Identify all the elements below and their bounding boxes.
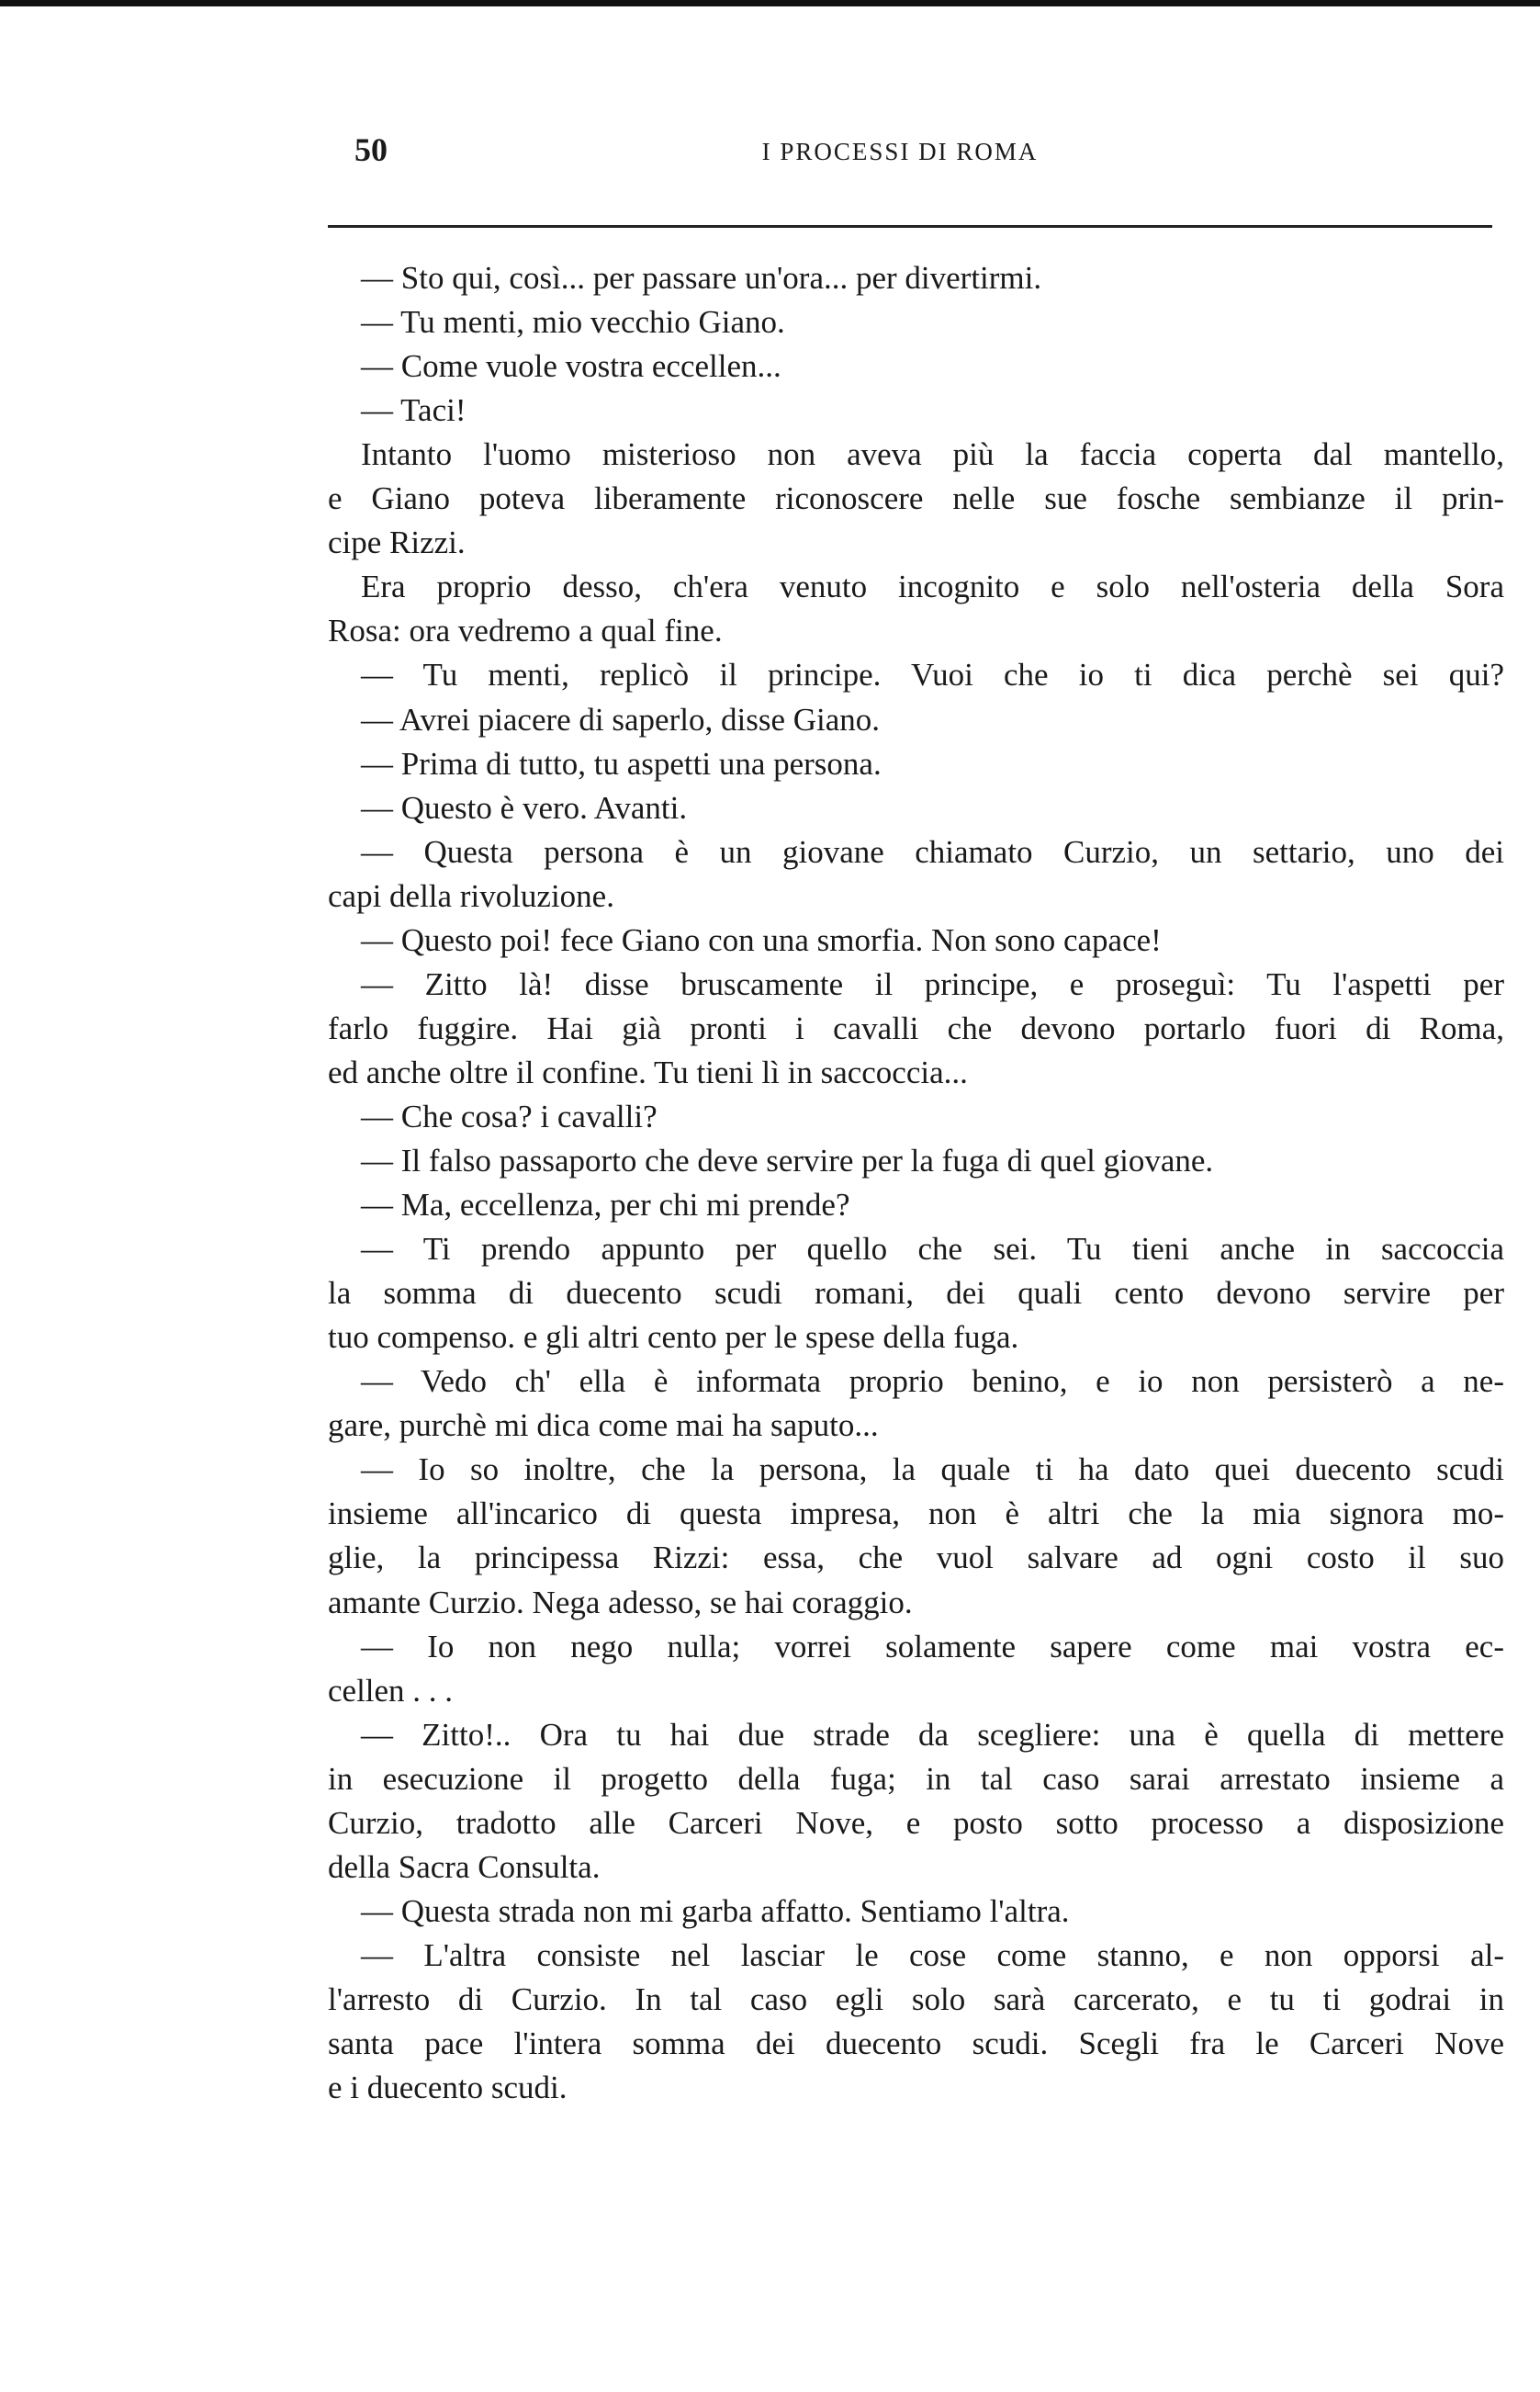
- text-line: — Questa persona è un giovane chiamato Curzio, un settario, uno dei: [361, 833, 1504, 870]
- text-line: amante Curzio. Nega adesso, se hai coraggio.: [328, 1584, 913, 1620]
- text-line: — Zitto!.. Ora tu hai due strade da scegliere: una è quella di mettere: [361, 1716, 1504, 1753]
- text-line: la somma di duecento scudi romani, dei quali cento devono servire per: [328, 1275, 1504, 1312]
- text-line: — Questa strada non mi garba affatto. Sentiamo l'altra.: [361, 1892, 1070, 1929]
- text-line: e i duecento scudi.: [328, 2070, 568, 2106]
- text-line: — Che cosa? i cavalli?: [361, 1098, 658, 1134]
- text-line: Intanto l'uomo misterioso non aveva più la faccia coperta dal mantello,: [361, 436, 1504, 473]
- text-line: e Giano poteva liberamente riconoscere nelle sue fosche sembianze il prin-: [328, 480, 1504, 517]
- text-line: l'arresto di Curzio. In tal caso egli solo sarà carcerato, e tu ti godrai in: [328, 1980, 1504, 2017]
- text-line: gare, purchè mi dica come mai ha saputo...: [328, 1407, 879, 1444]
- text-line: farlo fuggire. Hai già pronti i cavalli che devono portarlo fuori di Roma,: [328, 1010, 1504, 1046]
- text-line: cipe Rizzi.: [328, 525, 466, 561]
- text-line: — Ti prendo appunto per quello che sei. Tu tieni anche in saccoccia: [361, 1231, 1504, 1268]
- text-line: insieme all'incarico di questa impresa, non è altri che la mia signora mo-: [328, 1495, 1504, 1532]
- text-line: — Ma, eccellenza, per chi mi prende?: [361, 1187, 850, 1224]
- text-line: in esecuzione il progetto della fuga; in tal caso sarai arrestato insieme a: [328, 1760, 1504, 1797]
- text-line: cellen . . .: [328, 1672, 454, 1709]
- text-line: — Tu menti, replicò il principe. Vuoi che io ti dica perchè sei qui?: [361, 657, 1504, 694]
- header-rule: [328, 225, 1492, 228]
- text-line: tuo compenso. e gli altri cento per le spese della fuga.: [328, 1319, 1019, 1356]
- text-line: — Come vuole vostra eccellen...: [361, 348, 781, 385]
- text-line: — L'altra consiste nel lasciar le cose come stanno, e non opporsi al-: [361, 1936, 1504, 1973]
- text-line: — Prima di tutto, tu aspetti una persona.: [361, 745, 882, 782]
- text-line: — Io non nego nulla; vorrei solamente sapere come mai vostra ec-: [361, 1628, 1504, 1664]
- text-line: della Sacra Consulta.: [328, 1848, 601, 1885]
- scan-edge-bar: [0, 0, 1540, 6]
- text-line: Era proprio desso, ch'era venuto incognito e solo nell'osteria della Sora: [361, 569, 1504, 605]
- text-line: glie, la principessa Rizzi: essa, che vuol salvare ad ogni costo il suo: [328, 1540, 1504, 1576]
- text-line: — Questo è vero. Avanti.: [361, 789, 688, 826]
- text-line: — Questo poi! fece Giano con una smorfia. Non sono capace!: [361, 921, 1162, 958]
- text-line: capi della rivoluzione.: [328, 877, 614, 914]
- text-line: Rosa: ora vedremo a qual fine.: [328, 613, 723, 649]
- text-line: ed anche oltre il confine. Tu tieni lì in saccoccia...: [328, 1054, 968, 1090]
- text-line: — Zitto là! disse bruscamente il principe, e proseguì: Tu l'aspetti per: [361, 965, 1504, 1002]
- text-line: — Sto qui, così... per passare un'ora... per divertirmi.: [361, 260, 1042, 296]
- text-line: — Taci!: [361, 392, 466, 429]
- text-line: Curzio, tradotto alle Carceri Nove, e posto sotto processo a disposizione: [328, 1804, 1504, 1841]
- page-number: 50: [354, 131, 388, 168]
- text-line: — Il falso passaporto che deve servire per la fuga di quel giovane.: [361, 1143, 1214, 1179]
- text-line: — Io so inoltre, che la persona, la quale ti ha dato quei duecento scudi: [361, 1451, 1504, 1488]
- text-line: — Avrei piacere di saperlo, disse Giano.: [361, 701, 881, 738]
- text-line: — Tu menti, mio vecchio Giano.: [361, 304, 785, 341]
- running-title: I PROCESSI DI ROMA: [761, 138, 1039, 165]
- text-line: santa pace l'intera somma dei duecento scudi. Scegli fra le Carceri Nove: [328, 2025, 1504, 2061]
- text-line: — Vedo ch' ella è informata proprio benino, e io non persisterò a ne-: [361, 1363, 1504, 1400]
